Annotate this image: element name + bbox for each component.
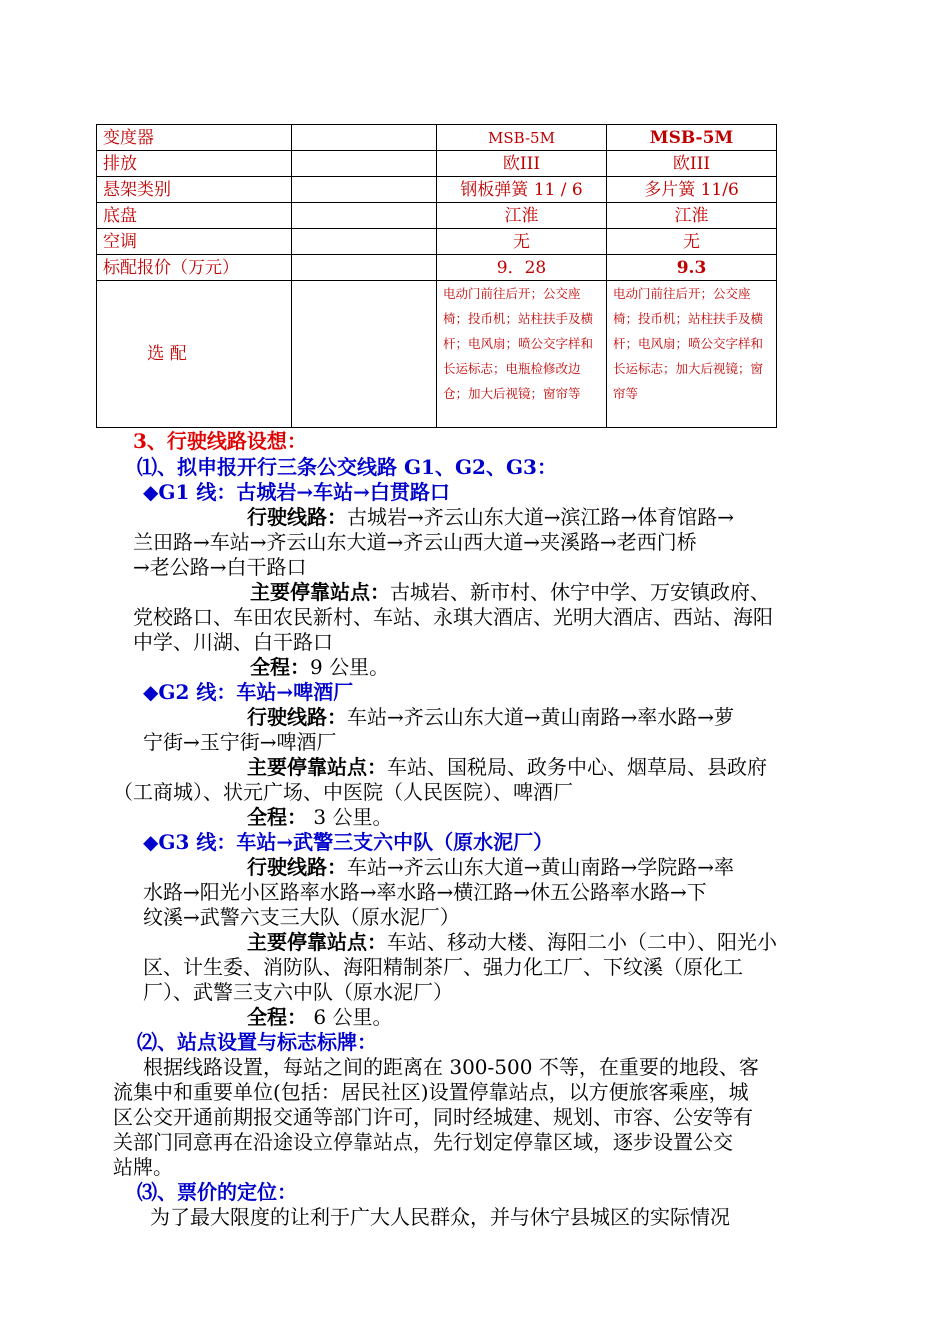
g3-title: ◆G3 线：车站→武警三支六中队（原水泥厂） <box>143 830 554 854</box>
g1-stops-line-2: 党校路口、车田农民新村、车站、永琪大酒店、光明大酒店、西站、海阳 <box>133 605 773 629</box>
g3-stops-text: 车站、移动大楼、海阳二小（二中）、阳光小 <box>387 930 777 954</box>
empty-cell <box>292 203 437 229</box>
g1-route-line-3: →老公路→白干路口 <box>133 555 307 579</box>
g2-stops-line-1 <box>247 755 767 780</box>
row-label: 变度器 <box>97 125 292 151</box>
value-cell-1: 江淮 <box>437 203 607 229</box>
row-label: 悬架类别 <box>97 177 292 203</box>
g3-route-line-3: 纹溪→武警六支三大队（原水泥厂） <box>143 905 460 929</box>
g1-total-value: 9 公里。 <box>310 655 390 679</box>
value-cell-2: 欧III <box>607 151 777 177</box>
g1-route-text: 古城岩→齐云山东大道→滨江路→体育馆路→ <box>347 505 735 529</box>
table-row <box>97 229 777 255</box>
value-cell-2: 9.3 <box>607 255 777 281</box>
para2-line-1: 根据线路设置，每站之间的距离在 300-500 不等，在重要的地段、客 <box>143 1055 759 1079</box>
g1-title: ◆G1 线：古城岩→车站→白贯路口 <box>143 480 450 504</box>
para2-line-3: 区公交开通前期报交通等部门许可，同时经城建、规划、市容、公安等有 <box>113 1105 753 1129</box>
total-label: 全程： <box>247 805 307 829</box>
g3-stops-line-1 <box>247 930 777 955</box>
para2-line-5: 站牌。 <box>113 1155 173 1179</box>
row-label: 排放 <box>97 151 292 177</box>
g2-stops-text: 车站、国税局、政务中心、烟草局、县政府 <box>387 755 767 779</box>
route-label: 行驶线路： <box>247 505 347 529</box>
stops-label: 主要停靠站点： <box>247 930 387 954</box>
route-label: 行驶线路： <box>247 855 347 879</box>
stops-label: 主要停靠站点： <box>250 580 390 604</box>
g2-route-line-2: 宁街→玉宁街→啤酒厂 <box>143 730 337 754</box>
g3-stops-line-3: 厂）、武警三支六中队（原水泥厂） <box>143 980 453 1004</box>
g3-total <box>247 1005 392 1030</box>
g2-route-text: 车站→齐云山东大道→黄山南路→率水路→萝 <box>347 705 735 729</box>
options-text-2: 电动门前往后开；公交座椅；投币机；站柱扶手及横杆；电风扇；喷公交字样和长运标志；加大后视镜；窗帘等 <box>607 281 777 428</box>
g1-route-line-1 <box>247 505 734 530</box>
g3-stops-line-2: 区、计生委、消防队、海阳精制茶厂、强力化工厂、下纹溪（原化工 <box>143 955 743 979</box>
subsection-3-title: ⑶、票价的定位： <box>137 1180 297 1204</box>
g1-total <box>250 655 389 680</box>
g1-route-line-2: 兰田路→车站→齐云山东大道→齐云山西大道→夹溪路→老西门桥 <box>133 530 697 554</box>
para2-line-4: 关部门同意再在沿途设立停靠站点，先行划定停靠区域，逐步设置公交 <box>113 1130 733 1154</box>
value-cell-1: 欧III <box>437 151 607 177</box>
para2-line-2: 流集中和重要单位(包括：居民社区)设置停靠站点，以方便旅客乘座，城 <box>113 1080 749 1104</box>
row-label: 标配报价（万元） <box>97 255 292 281</box>
empty-cell <box>292 255 437 281</box>
empty-cell <box>292 281 437 428</box>
options-label: 选 配 <box>97 281 292 428</box>
g2-total-value: 3 公里。 <box>307 805 393 829</box>
g1-stops-line-1 <box>250 580 770 605</box>
g2-route-line-1 <box>247 705 734 730</box>
value-cell-2: MSB-5M <box>607 125 777 151</box>
subsection-2-title: ⑵、站点设置与标志标牌： <box>137 1030 377 1054</box>
table-row <box>97 203 777 229</box>
para3-line-1: 为了最大限度的让利于广大人民群众，并与休宁县城区的实际情况 <box>150 1205 730 1229</box>
g3-total-value: 6 公里。 <box>307 1005 393 1029</box>
value-cell-1: MSB-5M <box>437 125 607 151</box>
total-label: 全程： <box>250 655 310 679</box>
spec-table-body <box>97 125 777 428</box>
g3-route-line-1 <box>247 855 734 880</box>
table-row <box>97 177 777 203</box>
table-row-options <box>97 281 777 428</box>
empty-cell <box>292 177 437 203</box>
table-row <box>97 255 777 281</box>
g2-title: ◆G2 线：车站→啤酒厂 <box>143 680 354 704</box>
g3-route-line-2: 水路→阳光小区路率水路→率水路→横江路→休五公路率水路→下 <box>143 880 707 904</box>
section-title: 3、行驶线路设想： <box>133 429 307 453</box>
value-cell-1: 钢板弹簧 11 / 6 <box>437 177 607 203</box>
row-label: 底盘 <box>97 203 292 229</box>
value-cell-1: 无 <box>437 229 607 255</box>
value-cell-2: 无 <box>607 229 777 255</box>
spec-table <box>96 124 777 428</box>
table-row <box>97 151 777 177</box>
value-cell-1: 9．28 <box>437 255 607 281</box>
row-label: 空调 <box>97 229 292 255</box>
table-row <box>97 125 777 151</box>
empty-cell <box>292 151 437 177</box>
options-text-1: 电动门前往后开；公交座椅；投币机；站柱扶手及横杆；电风扇；喷公交字样和长运标志；电瓶检修改边仓；加大后视镜；窗帘等 <box>437 281 607 428</box>
empty-cell <box>292 125 437 151</box>
subsection-1-title: ⑴、拟申报开行三条公交线路 G1、G2、G3： <box>137 455 557 479</box>
route-label: 行驶线路： <box>247 705 347 729</box>
total-label: 全程： <box>247 1005 307 1029</box>
value-cell-2: 多片簧 11/6 <box>607 177 777 203</box>
g3-route-text: 车站→齐云山东大道→黄山南路→学院路→率 <box>347 855 735 879</box>
stops-label: 主要停靠站点： <box>247 755 387 779</box>
g2-total <box>247 805 392 830</box>
value-cell-2: 江淮 <box>607 203 777 229</box>
g1-stops-text: 古城岩、新市村、休宁中学、万安镇政府、 <box>390 580 770 604</box>
empty-cell <box>292 229 437 255</box>
g1-stops-line-3: 中学、川湖、白干路口 <box>133 630 333 654</box>
g2-stops-line-2: （工商城）、状元广场、中医院（人民医院）、啤酒厂 <box>113 780 573 804</box>
